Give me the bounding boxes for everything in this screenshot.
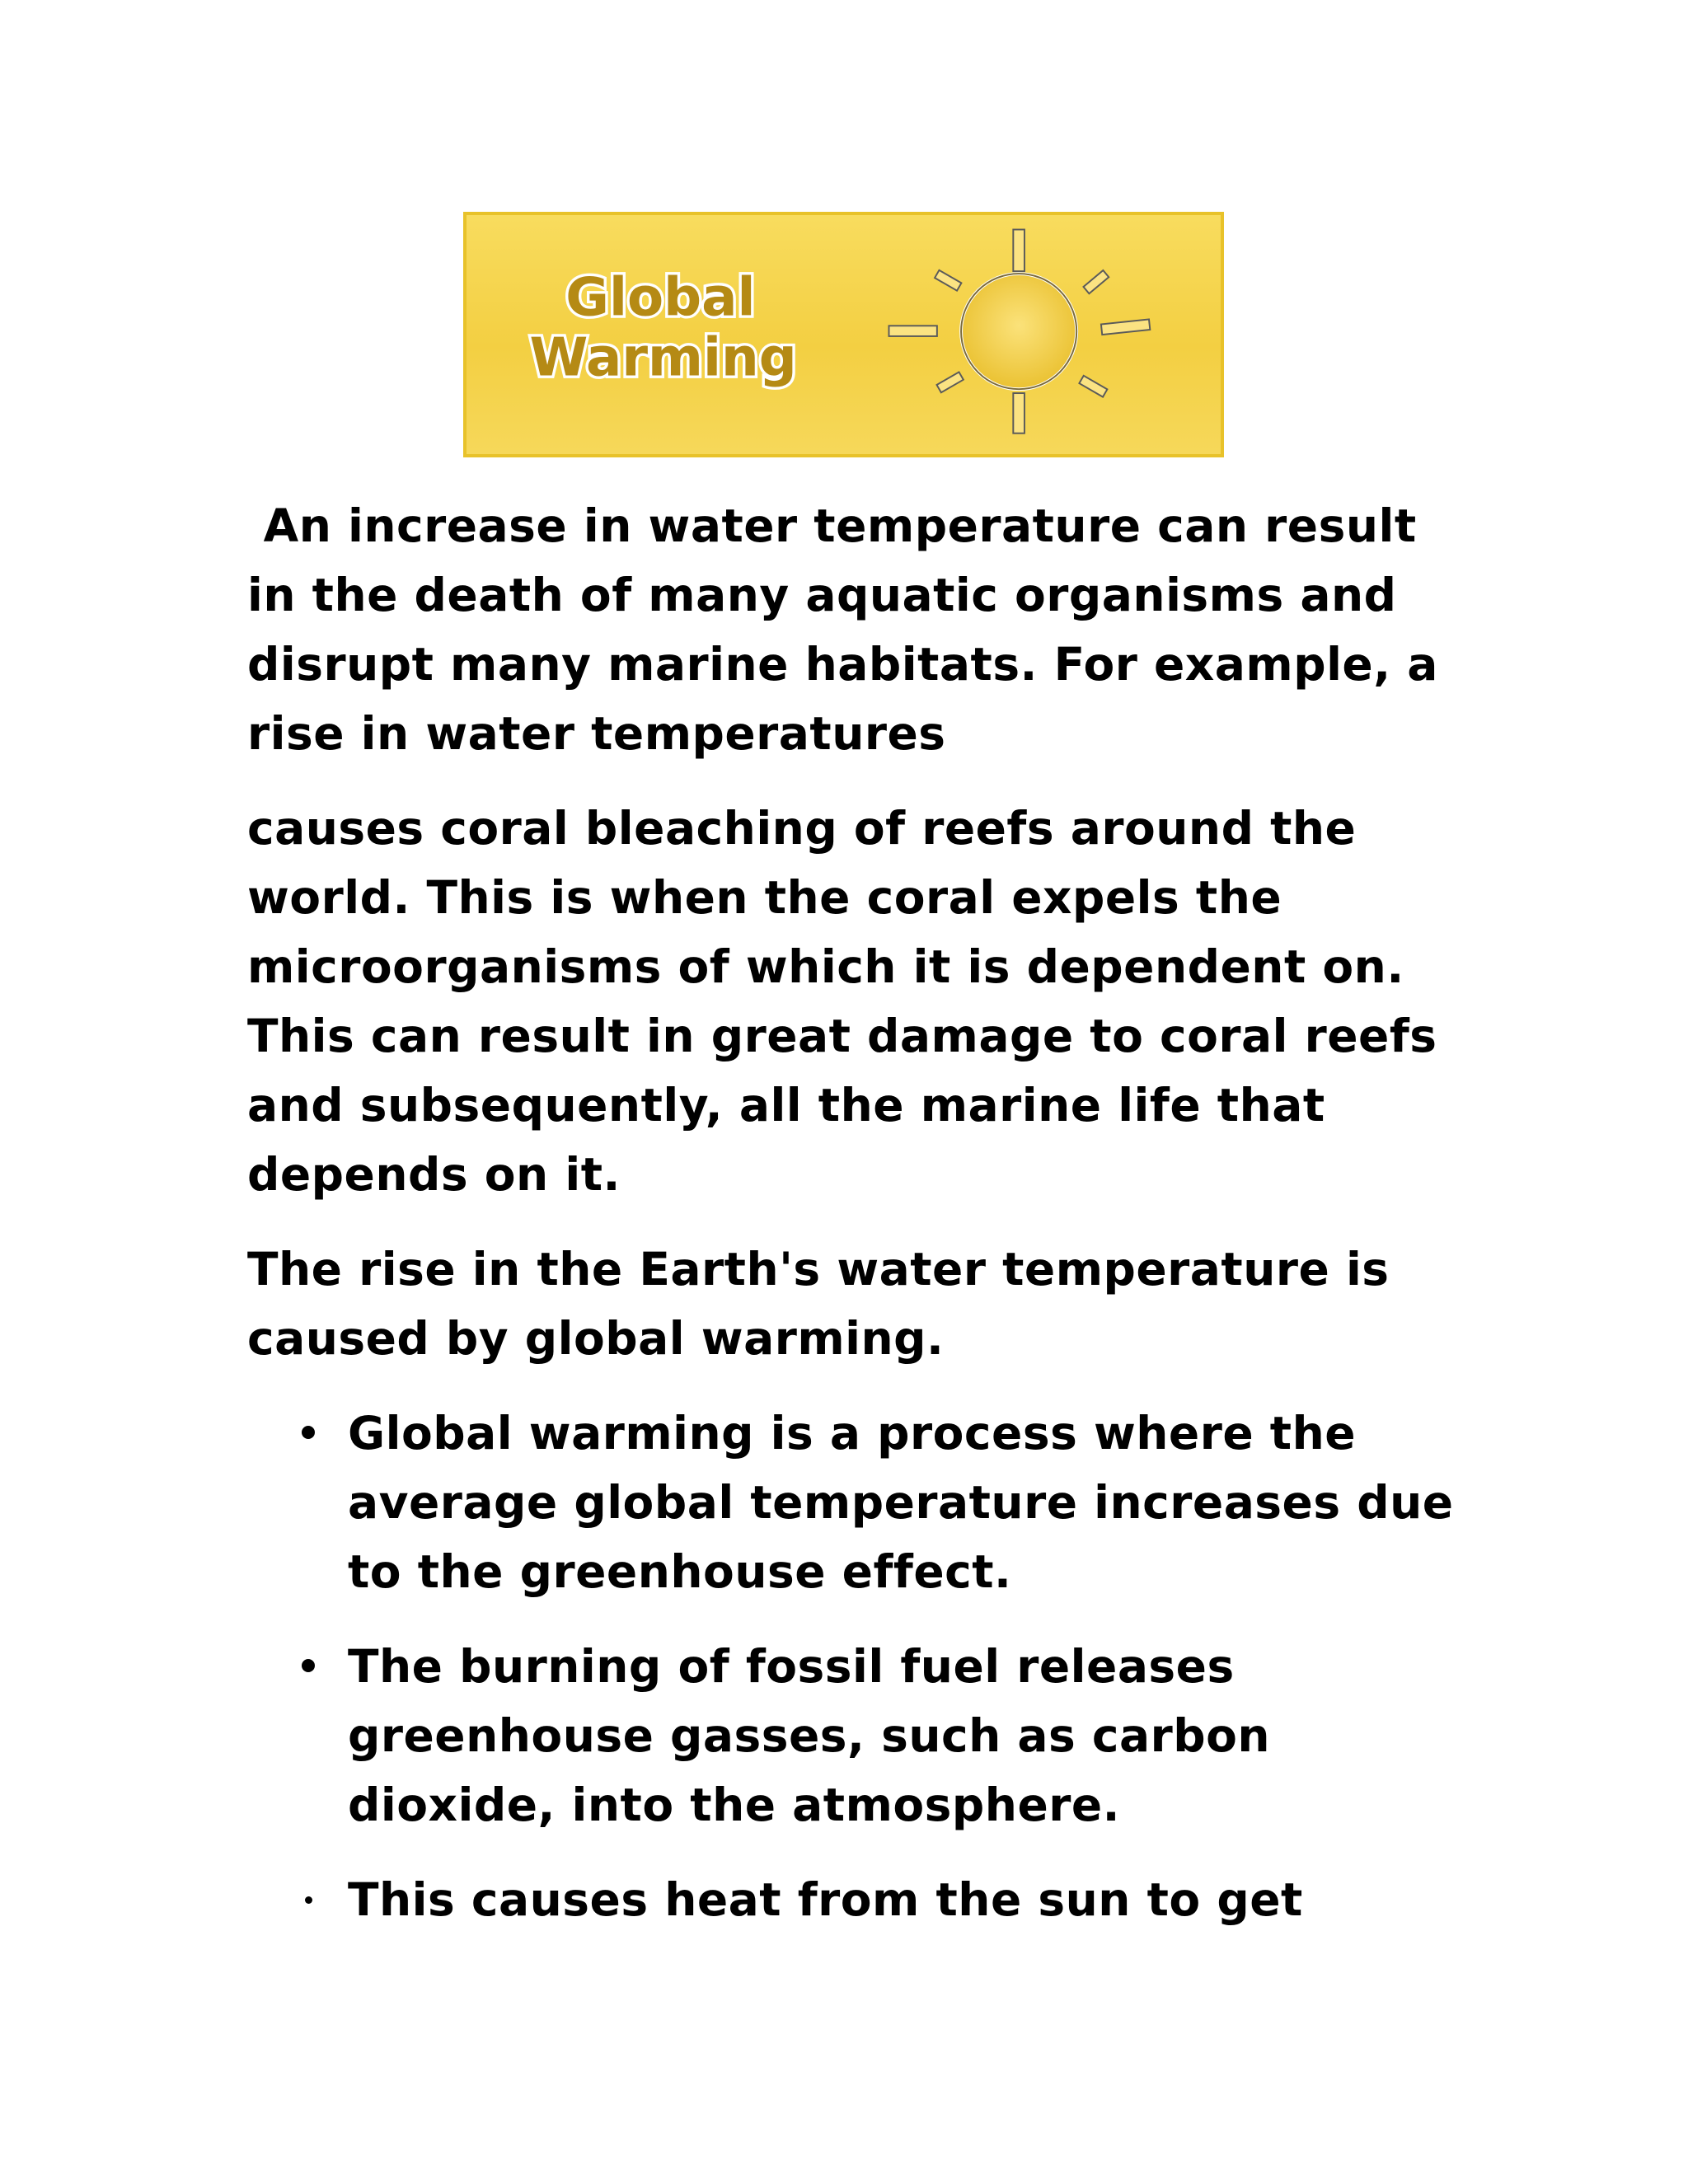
list-item-text: The burning of fossil fuel releases greenhouse gasses, such as carbon dioxide, into the atmosphere. (348, 1640, 1271, 1831)
bullet-icon (302, 1659, 315, 1672)
bullet-list (247, 1399, 1467, 1934)
paragraph-intro: An increase in water temperature can result in the death of many aquatic organisms and disrupt many marine habitats. For example, a rise in water temperatures (247, 499, 1455, 760)
sun-ray-right (1101, 319, 1150, 335)
banner-title-line2: Warming (529, 326, 797, 389)
paragraph-coral-bleaching: causes coral bleaching of reefs around the world. This is when the coral expels the microorganisms of which it is dependent on. This can result in great damage to coral reefs and subsequently, all the marine life that depends on it. (247, 802, 1454, 1201)
sun-ray-top (1013, 230, 1025, 272)
sun-ray-left (889, 326, 936, 336)
sun-ray-bottom (1013, 393, 1025, 434)
list-item (247, 1865, 1467, 1934)
document-body (247, 491, 1467, 1960)
list-item-text: This causes heat from the sun to get (348, 1873, 1303, 1926)
sun-icon (889, 230, 1150, 434)
list-item-text: Global warming is a process where the average global temperature increases due to the greenhouse effect. (348, 1407, 1454, 1598)
banner-title-line1: Global (565, 266, 756, 329)
banner-graphic (467, 215, 1221, 454)
bullet-icon (305, 1896, 312, 1904)
bullet-icon (302, 1426, 315, 1439)
sun-ray-bottom-left (937, 372, 964, 392)
global-warming-banner (463, 212, 1224, 457)
paragraph-cause: The rise in the Earth's water temperature is caused by global warming. (247, 1243, 1406, 1365)
list-item (247, 1399, 1467, 1606)
sun-ray-bottom-right (1079, 376, 1107, 397)
sun-ray-top-left (935, 270, 961, 291)
list-item (247, 1632, 1467, 1840)
sun-ray-top-right (1084, 270, 1109, 293)
